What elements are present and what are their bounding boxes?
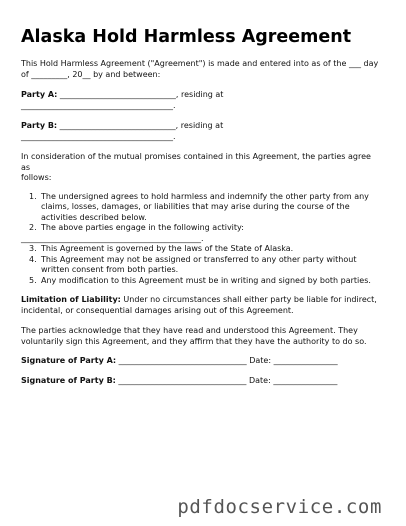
party-a-label: Party A:: [21, 90, 58, 99]
party-a-line-1: [21, 90, 381, 101]
term-item-5: [21, 276, 381, 287]
term-item-1: [21, 192, 381, 224]
term-item-2: [21, 223, 381, 244]
intro-line-2: of _________, 20__ by and between:: [21, 69, 161, 79]
liability-line-2: incidental, or consequential damages arising out of this Agreement.: [21, 305, 294, 315]
intro-line-1: This Hold Harmless Agreement ("Agreement") is made and entered into as of the ___ day: [21, 59, 379, 68]
party-b-residing: _____________________________, residing at: [57, 121, 224, 130]
term-text: _____________________________________________.: [21, 233, 204, 243]
liability-text: Under no circumstances shall either party be liable for indirect,: [120, 295, 377, 304]
party-b-line-2: ______________________________________.: [21, 131, 176, 141]
term-text: claims, losses, damages, or liabilities that may arise during the course of the: [41, 202, 350, 211]
party-b-label: Party B:: [21, 121, 58, 130]
term-item-3: [21, 244, 381, 255]
term-text: written consent from both parties.: [41, 265, 179, 274]
signature-party-b: [21, 376, 381, 387]
term-text: Any modification to this Agreement must be in writing and signed by both parties.: [41, 275, 371, 285]
term-number: 5.: [29, 275, 37, 285]
term-item-4: [21, 255, 381, 276]
term-number: 1.: [29, 191, 37, 201]
signature-a-line: ________________________________ Date: ________________: [116, 356, 338, 365]
term-number: 4.: [29, 254, 37, 264]
party-b-line-1: [21, 121, 381, 132]
consideration-line-2: follows:: [21, 173, 52, 182]
document-title: Alaska Hold Harmless Agreement: [21, 27, 352, 47]
party-a-line-2: ______________________________________.: [21, 100, 176, 110]
term-text: The undersigned agrees to hold harmless and indemnify the other party from any: [41, 191, 369, 201]
term-number: 2.: [29, 223, 37, 232]
ack-line-1: The parties acknowledge that they have read and understood this Agreement. They: [21, 326, 358, 335]
term-number: 3.: [29, 244, 37, 253]
signature-party-a: [21, 356, 381, 367]
signature-b-label: Signature of Party B:: [21, 375, 116, 385]
liability-line-1: [21, 295, 381, 306]
signature-a-label: Signature of Party A:: [21, 356, 117, 365]
term-text: activities described below.: [41, 212, 147, 222]
watermark-text: pdfdocservice.com: [177, 496, 382, 518]
term-text: This Agreement may not be assigned or transferred to any other party without: [41, 254, 357, 264]
terms-list: [21, 192, 381, 287]
party-a-residing: _____________________________, residing at: [57, 90, 224, 99]
liability-label: Limitation of Liability:: [21, 295, 121, 304]
term-text: The above parties engage in the following activity:: [41, 223, 244, 232]
ack-line-2: voluntarily sign this Agreement, and they affirm that they have the authority to do so.: [21, 336, 367, 346]
document-page: [21, 26, 381, 386]
signature-b-line: ________________________________ Date: ________________: [115, 375, 338, 385]
term-text: This Agreement is governed by the laws of the State of Alaska.: [41, 244, 294, 253]
consideration-line-1: In consideration of the mutual promises contained in this Agreement, the parties agree as: [21, 152, 374, 172]
